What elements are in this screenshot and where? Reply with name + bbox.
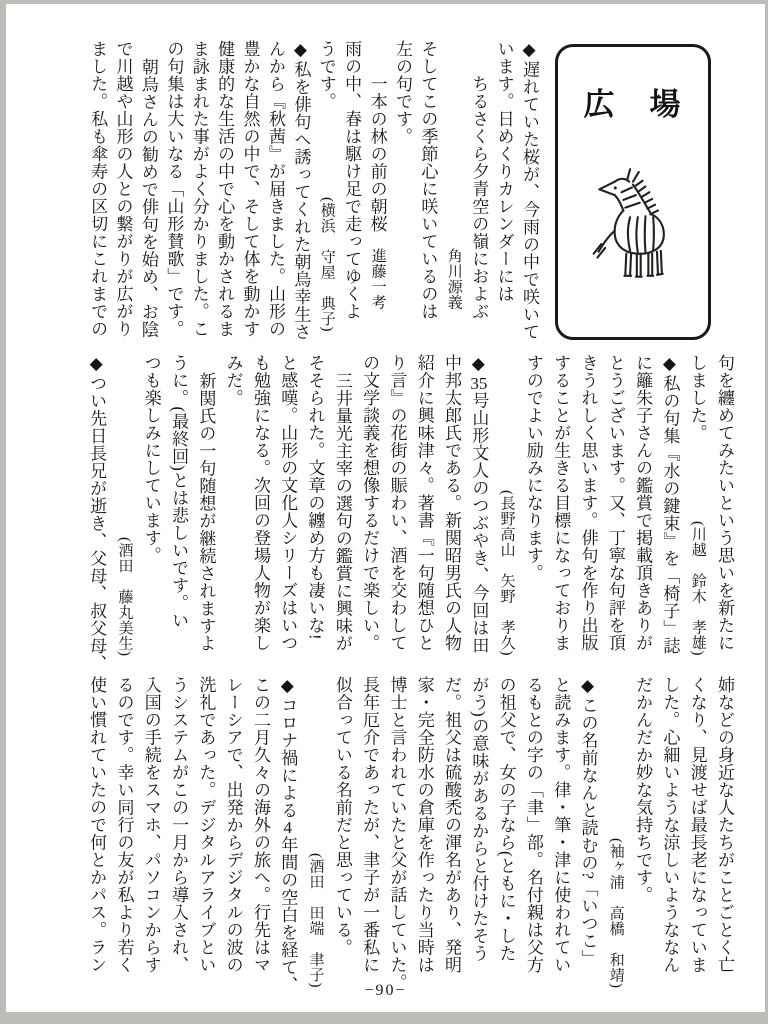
text-column: の文学談義を想像するだけで楽しい。 [360,354,380,652]
text-column: 左の句です。 [392,40,412,145]
text-column: の句集は大いなる「山形賛歌」です。 [164,40,184,338]
text-column: ◆コロナ禍による4年間の空白を経て、 [278,676,298,994]
text-column: 洗礼であった。デジタルアライブとい [196,676,216,974]
text-column: ◆私の句集『水の鍵束』を「椅子」誌 [660,354,680,655]
text-column [110,354,137,666]
text-column: ◆つい先日長兄が逝き、父母、叔父母、 [87,354,107,672]
text-column: すのでよい励みになります。 [523,354,543,582]
text-column: とうございます。又、丁寧な句評を頂 [605,354,625,652]
text-column: ◆35号山形文人のつぶやき、今回は田 [469,354,489,654]
zebra-illustration-icon [585,159,681,285]
text-column: んから『秋茜』が届きました。山形の [265,40,285,338]
inline-number: 4 [283,819,292,836]
text-column: るのです。幸い同行の友が私より若く [114,676,134,974]
text-column: で川越や山形の人との繋がりが広がり [113,40,133,338]
text-column: うシステムがこの一月から導入され、 [169,676,189,974]
text-column: がう)の意味があるからと付けたそう [469,676,489,963]
section-title-box [555,44,711,340]
text-column: だかんだか妙な気持ちです。 [633,676,653,904]
text-column: ◆私を俳句へ誘ってくれた朝烏幸生さ [291,40,311,341]
text-column [492,354,519,666]
text-column: 中邦太郎氏である。新関昭男氏の人物 [442,354,462,652]
text-column: 健康的な生活の中で心を動かされるま [215,40,235,338]
text-column: ちるさくら夕青空の嶺におよぶ [469,75,489,320]
text-band-top [80,40,542,342]
text-column: しました。 (川越 鈴木 孝雄) [683,354,710,666]
text-column: り言』の花街の賑わい、酒を交わして [387,354,407,652]
text-column: きうれしく思います。俳句を作り出版 [578,354,598,652]
text-column: ま詠まれた事がよく分かりました。こ [189,40,209,338]
attribution-text: 角川源義 [445,248,462,310]
text-column: つも楽しみにしています。 [141,354,161,564]
text-column: 似合っている名前だと思っている。 [332,676,352,956]
text-column: も勉強になる。次回の登場人物が楽し [250,354,270,652]
text-column: そしてこの季節心に咲いているのは [418,40,438,320]
text-column: 紹介に興味津々。著書『一句随想ひと [414,354,434,652]
text-column: 雨の中、春は駆け足で走ってゆくよ [342,40,362,320]
attribution-text: (横浜 守屋 典子) [318,197,335,332]
section-title: 広 場 [583,87,683,122]
text-column: 博士と言われていたと父が話していた。 [387,676,407,991]
scanned-page [6,4,765,1012]
text-column: 家・完全防水の倉庫を作ったり当時は [414,676,434,974]
text-column: 新関氏の一句随想が継続されますよ [196,371,216,652]
text-column [301,676,328,998]
text-column: 一本の林の前の朝桜 進藤一考 [364,40,389,342]
inline-number: 35 [470,374,488,392]
text-column [440,40,465,342]
attribution-text: (長野高山 矢野 孝久) [498,490,515,656]
text-column: くなり、見渡せば最長老になっていま [687,676,707,974]
text-column: 入国の手続をスマホ、パソコンからす [141,676,161,974]
attribution-text: (酒田 藤丸美生) [116,536,133,656]
text-column: した。心細いような涼しいようななん [660,676,680,974]
text-column: に籬朱子さんの鑑賞で掲載頂きありが [633,354,653,652]
text-column: そそられた。文章の纏め方も凄いな! [305,354,325,641]
text-column: 豊かな自然の中で、そして体を動かす [240,40,260,338]
text-column: るもとの字の「聿」部。名付親は父方 [523,676,543,974]
text-column: 三井量光主宰の選句の鑑賞に興味が [332,371,352,652]
text-column: レーシアで、出発からデジタルの波の [223,676,243,974]
text-column: みだ。 [223,354,243,407]
text-column: と感嘆。山形の文化人シリーズはいつ [278,354,298,652]
attribution-text: (袖ヶ浦 高橋 和靖) [607,837,624,988]
text-column: 朝烏さんの勧めで俳句を始め、お陰 [138,57,158,338]
text-column: の祖父で、女の子なら(ともに・した [496,676,516,963]
text-column: います。日めくりカレンダーには [494,40,514,303]
page-number: −90− [364,982,407,999]
text-column: ました。私も傘寿の区切にこれまでの [88,40,108,338]
attribution-text: (酒田 田端 聿子) [307,853,324,988]
text-column: することが生きる目標になっておりま [551,354,571,652]
attribution-text: (川越 鈴木 孝雄) [689,521,706,656]
text-column: うです。 (横浜 守屋 典子) [313,40,338,342]
text-column: 句を纏めてみたいという思いを新たに [715,354,734,652]
text-column: 使い慣れていたので何とかパス。ラン [87,676,107,974]
text-column: うに。(最終回)とは悲しいです。い [169,354,189,629]
text-column [602,676,629,998]
text-column: 姉などの身近な人たちがことごとく亡 [715,676,734,974]
text-column: と読みます。律・筆・津に使われてい [551,676,571,974]
text-column: だ。祖父は硫酸禿の渾名があり、発明 [442,676,462,974]
attribution-text: 進藤一考 [369,248,386,310]
text-column: ◆遅れていた桜が、今雨の中で咲いて [520,40,539,341]
text-column: ◆この名前なんと読むの?「いつこ」 [578,676,598,968]
text-column: この二月久々の海外の旅へ。行先はマ [250,676,270,974]
text-band-middle [78,354,738,672]
text-band-bottom [78,676,738,998]
text-column: 長年厄介であったが、聿子が一番私に [360,676,380,974]
